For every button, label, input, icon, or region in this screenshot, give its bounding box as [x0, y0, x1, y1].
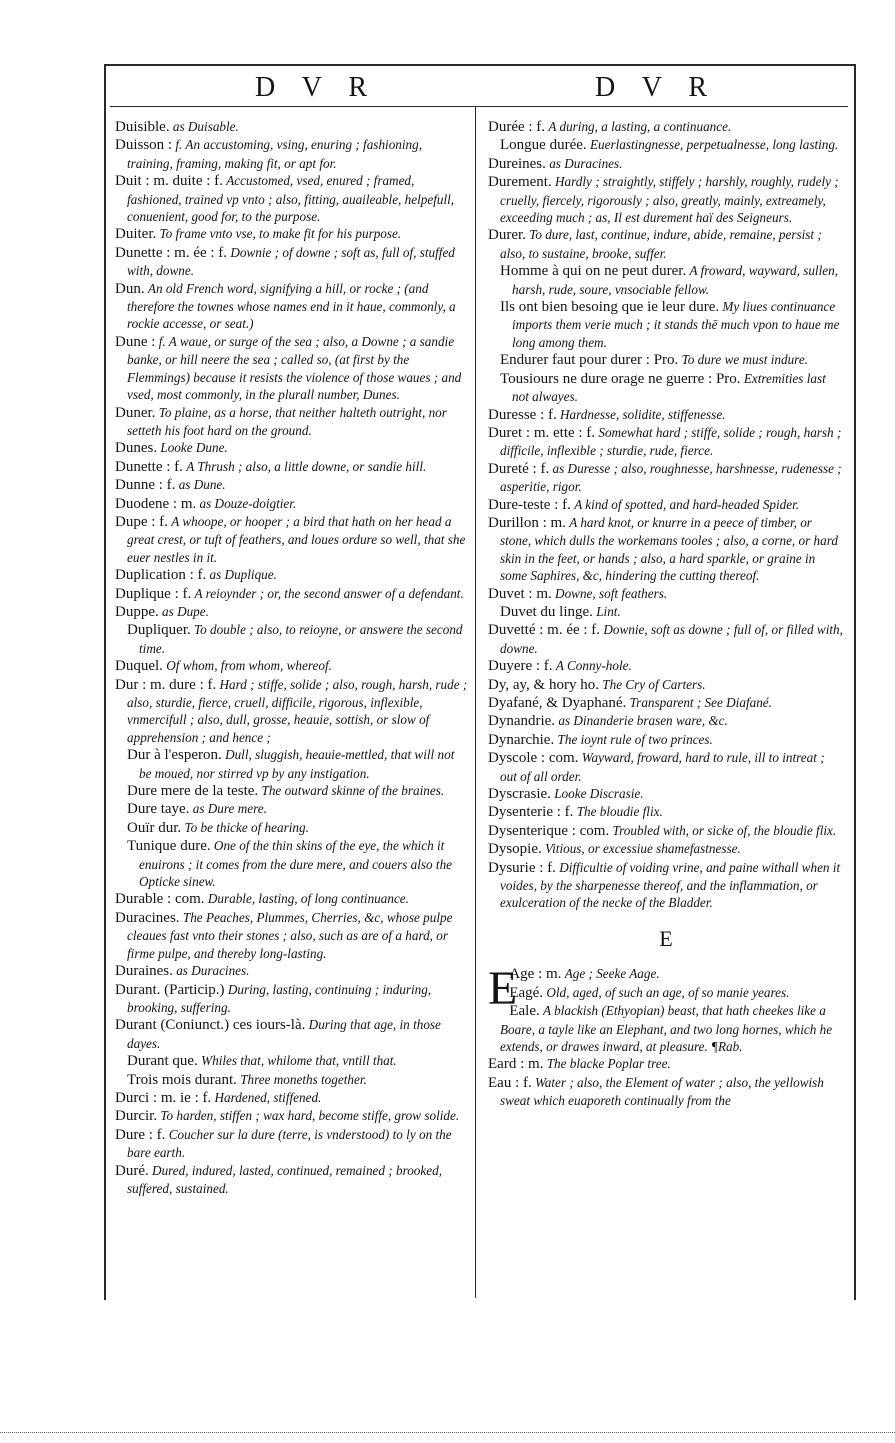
- headword: Duisson :: [115, 137, 173, 154]
- definition: Hardened, stiffened.: [214, 1089, 322, 1105]
- headword: Dureté : f.: [488, 460, 550, 477]
- definition: Of whom, from whom, whereof.: [166, 658, 332, 674]
- definition: Downie ; of downe ; soft as, full of, stuffed with, downe.: [127, 244, 455, 279]
- definition: Troubled with, or sicke of, the bloudie flix.: [612, 822, 837, 838]
- headword: Eau : f.: [488, 1074, 532, 1091]
- headword: Duquel.: [115, 658, 163, 675]
- definition: Water ; also, the Element of water ; also, the yellowish sweat which euaporeth continually from the: [500, 1074, 824, 1109]
- dictionary-entry: [115, 280, 468, 333]
- headword: Duresse : f.: [488, 406, 557, 423]
- definition: Three moneths together.: [240, 1071, 367, 1087]
- definition: During, lasting, continuing ; induring, brooking, suffering.: [127, 981, 432, 1015]
- headword: Dur à l'esperon.: [127, 747, 222, 764]
- headword: Dyscole : com.: [488, 750, 579, 767]
- headword: Dure taye.: [127, 801, 190, 818]
- right-column-entries: [488, 118, 844, 912]
- definition: Transparent ; See Diafané.: [629, 695, 772, 710]
- definition: A froward, wayward, sullen, harsh, rude, soure, vnsociable fellow.: [512, 263, 839, 297]
- dictionary-entry: [115, 1162, 468, 1198]
- column-divider: [475, 106, 476, 1298]
- section-letter: E: [659, 925, 673, 951]
- headword: Duner.: [115, 404, 156, 421]
- dictionary-entry: [488, 822, 844, 840]
- headword: Age : m.: [509, 966, 562, 983]
- headword: Duvet : m.: [488, 585, 552, 602]
- dictionary-entry: [115, 746, 468, 782]
- headword: Eard : m.: [488, 1056, 544, 1073]
- headword: Dureines.: [488, 155, 546, 172]
- headword: Duiter.: [115, 226, 157, 243]
- definition: Downe, soft feathers.: [555, 585, 668, 601]
- headword: Duvet du linge.: [500, 603, 593, 620]
- definition: as Dure mere.: [192, 801, 267, 817]
- dictionary-entry: [115, 981, 468, 1017]
- dictionary-entry: [488, 984, 844, 1002]
- definition: A Thrush ; also, a little downe, or sandie hill.: [186, 458, 427, 474]
- dictionary-entry: [115, 657, 468, 675]
- dictionary-entry: [115, 566, 468, 584]
- definition: A whoope, or hooper ; a bird that hath on her head a great crest, or tuft of feathers, and loues ordure so well, that she euer nestles in it.: [127, 513, 466, 565]
- dictionary-entry: [488, 460, 844, 496]
- dictionary-entry: [488, 226, 844, 262]
- headword: Longue durée.: [500, 137, 587, 154]
- dictionary-entry: [115, 1126, 468, 1162]
- definition: The Cry of Carters.: [602, 676, 706, 692]
- headword: Durcir.: [115, 1108, 158, 1125]
- headword: Eagé.: [509, 984, 544, 1001]
- definition: The blacke Poplar tree.: [546, 1056, 671, 1072]
- headword: Duplique : f.: [115, 585, 192, 602]
- dictionary-entry: [115, 1016, 468, 1052]
- definition: f. An accustoming, vsing, enuring ; fashioning, training, framing, making fit, or apt for.: [127, 137, 423, 171]
- dictionary-entry: [115, 782, 468, 800]
- dictionary-entry: [115, 1052, 468, 1070]
- definition: To dure, last, continue, indure, abide, remaine, persist ; also, to sustaine, brooke, suffer.: [500, 227, 822, 261]
- dictionary-entry: [488, 840, 844, 858]
- definition: Hard ; stiffe, solide ; also, rough, harsh, rude ; also, sturdie, fierce, cruell, difficile, rigorous, inflexible, vnmercifull ; also, dull, grosse, heauie, sottish, or slow of apprehension ; and hence ;: [127, 676, 468, 745]
- dictionary-entry: [115, 495, 468, 513]
- dictionary-entry: [115, 118, 468, 136]
- dictionary-entry: [488, 118, 844, 136]
- dictionary-entry: [488, 1055, 844, 1073]
- headword: Duyere : f.: [488, 658, 553, 675]
- dictionary-entry: [115, 800, 468, 818]
- headword: Dure-teste : f.: [488, 496, 571, 513]
- headword: Dupe : f.: [115, 513, 168, 530]
- dictionary-entry: [115, 225, 468, 243]
- definition: Dull, sluggish, heauie-mettled, that will not be moued, nor stirred vp by any instigation.: [139, 747, 455, 781]
- definition: as Duresse ; also, roughnesse, harshnesse, rudenesse ; asperitie, rigor.: [500, 460, 842, 495]
- dictionary-entry: [488, 370, 844, 406]
- headword: Duodene : m.: [115, 495, 197, 512]
- dictionary-entry: [115, 172, 468, 225]
- dictionary-entry: [488, 785, 844, 803]
- headword: Dur : m. dure : f.: [115, 676, 217, 693]
- headword: Dy, ay, & hory ho.: [488, 676, 599, 693]
- dictionary-entry: [488, 731, 844, 749]
- headword: Dure : f.: [115, 1126, 166, 1143]
- running-head-left: D V R: [255, 72, 378, 103]
- dictionary-entry: [115, 1071, 468, 1089]
- headword: Dysopie.: [488, 841, 542, 858]
- definition: Vitious, or excessiue shamefastnesse.: [545, 841, 741, 857]
- dictionary-entry: [488, 621, 844, 657]
- headword: Dunne : f.: [115, 477, 176, 494]
- headword: Dynandrie.: [488, 713, 556, 730]
- definition: A reioynder ; or, the second answer of a defendant.: [194, 585, 464, 601]
- definition: Somewhat hard ; stiffe, solide ; rough, harsh ; difficile, inflexible ; sturdie, rude, fierce.: [500, 424, 842, 459]
- headword: Tunique dure.: [127, 838, 211, 855]
- definition: To plaine, as a horse, that neither halteth outright, nor setteth his foot hard on the ground.: [127, 404, 447, 438]
- headword: Duit : m. duite : f.: [115, 173, 223, 190]
- dictionary-entry: [115, 476, 468, 494]
- dictionary-entry: [115, 621, 468, 657]
- definition: A during, a lasting, a continuance.: [548, 119, 732, 134]
- headword: Homme à qui on ne peut durer.: [500, 263, 687, 280]
- dictionary-entry: [488, 712, 844, 730]
- definition: Downie, soft as downe ; full of, or filled with, downe.: [500, 622, 843, 656]
- headword: Tousiours ne dure orage ne guerre : Pro.: [500, 370, 741, 387]
- dictionary-entry: [488, 657, 844, 675]
- headword: Duracines.: [115, 909, 180, 926]
- dictionary-entry: [488, 424, 844, 460]
- dictionary-entry: [488, 1002, 844, 1055]
- definition: as Dinanderie brasen ware, &c.: [558, 713, 728, 729]
- headword: Durable : com.: [115, 891, 205, 908]
- left-column: [115, 118, 468, 1197]
- definition: One of the thin skins of the eye, the which it enuirons ; it comes from the dure mere, and couers also the Opticke sinew.: [139, 838, 453, 890]
- headword: Dyafané, & Dyaphané.: [488, 695, 627, 711]
- e-section: [488, 962, 844, 1109]
- dictionary-entry: [488, 262, 844, 298]
- definition: My liues continuance imports them verie much ; it stands thē much vpon to haue me long among them.: [512, 299, 840, 350]
- dictionary-entry: [115, 585, 468, 603]
- definition: as Dune.: [178, 477, 226, 493]
- dictionary-entry: [488, 694, 844, 712]
- drop-cap-letter: E: [488, 962, 518, 1016]
- headword: Ouïr dur.: [127, 819, 182, 836]
- dictionary-entry: [488, 585, 844, 603]
- dictionary-entry: [488, 155, 844, 173]
- dictionary-entry: [115, 458, 468, 476]
- headword: Durant. (Particip.): [115, 981, 225, 998]
- dictionary-entry: [115, 404, 468, 440]
- definition: as Dupe.: [162, 603, 209, 619]
- definition: Hardnesse, solidite, stiffenesse.: [560, 406, 726, 422]
- page-bottom-edge: [0, 1432, 895, 1433]
- dictionary-entry: [488, 496, 844, 514]
- dictionary-entry: [115, 603, 468, 621]
- definition: Lint.: [596, 603, 621, 619]
- definition: f. A waue, or surge of the sea ; also, a Downe ; a sandie banke, or hill neere the sea ; called so, (at first by the Flemmings) because it resists the violence of those waues ; and vsed, most commonly, in the plurall number, Dunes.: [127, 333, 462, 403]
- definition: Euerlastingnesse, perpetualnesse, long lasting.: [589, 137, 839, 153]
- dictionary-entry: [115, 136, 468, 172]
- definition: as Douze-doigtier.: [199, 495, 297, 511]
- headword: Durement.: [488, 174, 552, 191]
- definition: An old French word, signifying a hill, or rocke ; (and therefore the townes whose names end in it haue, commonly, a rockie accesse, or seat.): [127, 280, 456, 332]
- definition: Dured, indured, lasted, continued, remained ; brooked, suffered, sustained.: [127, 1162, 442, 1196]
- running-head-right: D V R: [595, 72, 718, 103]
- dictionary-entry: [115, 439, 468, 457]
- definition: The ioynt rule of two princes.: [557, 731, 713, 747]
- dictionary-entry: [488, 803, 844, 821]
- headword: Dunes.: [115, 440, 158, 457]
- headword: Dunette : f.: [115, 458, 183, 475]
- headword: Durci : m. ie : f.: [115, 1089, 212, 1106]
- headword: Duplication : f.: [115, 567, 207, 584]
- headword: Duppe.: [115, 603, 159, 620]
- definition: The bloudie flix.: [576, 804, 663, 820]
- definition: To frame vnto vse, to make fit for his purpose.: [159, 226, 402, 242]
- definition: Hardly ; straightly, stiffely ; harshly, roughly, rudely ; cruelly, fiercely, rigorously ; also, greatly, mainly, extreamely, exceeding much ; as, Il est durement haï des Seigneurs.: [500, 174, 839, 226]
- definition: Looke Dune.: [160, 440, 228, 456]
- dictionary-entry: [115, 837, 468, 890]
- definition: Extremities last not alwayes.: [512, 370, 826, 405]
- definition: as Duplique.: [209, 567, 277, 583]
- dictionary-entry: [115, 333, 468, 404]
- dictionary-entry: [488, 173, 844, 226]
- definition: Whiles that, whilome that, vntill that.: [201, 1053, 397, 1069]
- dictionary-entry: [488, 603, 844, 621]
- headword: Dunette : m. ée : f.: [115, 244, 228, 261]
- headword: Dupliquer.: [127, 622, 191, 639]
- headword: Duraines.: [115, 963, 173, 980]
- dictionary-entry: [115, 890, 468, 908]
- dictionary-entry: [488, 136, 844, 154]
- definition: Age ; Seeke Aage.: [564, 966, 660, 982]
- dictionary-entry: [115, 1107, 468, 1125]
- dictionary-entry: [488, 676, 844, 694]
- dictionary-entry: [115, 513, 468, 566]
- headword: Duré.: [115, 1162, 149, 1179]
- definition: The Peaches, Plummes, Cherries, &c, whose pulpe cleaues fast vnto their stones ; also, such as are of a hard, or firme pulpe, and thereby long-lasting.: [127, 909, 453, 961]
- dictionary-entry: [488, 1074, 844, 1110]
- dictionary-entry: [488, 298, 844, 351]
- dictionary-entry: [488, 406, 844, 424]
- headword: Duvetté : m. ée : f.: [488, 622, 601, 639]
- headword: Durer.: [488, 227, 526, 244]
- dictionary-entry: [488, 351, 844, 369]
- headword: Durant que.: [127, 1053, 198, 1070]
- dictionary-entry: [115, 676, 468, 747]
- headword: Duret : m. ette : f.: [488, 424, 596, 441]
- definition: as Duisable.: [172, 119, 239, 134]
- dictionary-entry: [488, 514, 844, 585]
- definition: Wayward, froward, hard to rule, ill to intreat ; out of all order.: [500, 750, 825, 784]
- definition: Durable, lasting, of long continuance.: [207, 891, 409, 907]
- dictionary-entry: [115, 819, 468, 837]
- dictionary-entry: [488, 749, 844, 785]
- definition: To dure we must indure.: [681, 352, 808, 368]
- headword: Eale.: [509, 1003, 540, 1020]
- definition: A Conny-hole.: [555, 658, 632, 674]
- header-rule: [110, 106, 848, 107]
- definition: Old, aged, of such an age, of so manie yeares.: [546, 984, 790, 1000]
- definition: To be thicke of hearing.: [184, 819, 309, 835]
- headword: Dune :: [115, 333, 156, 350]
- definition: The outward skinne of the braines.: [261, 783, 445, 799]
- headword: Endurer faut pour durer : Pro.: [500, 352, 679, 369]
- dictionary-entry: [488, 859, 844, 912]
- definition: Coucher sur la dure (terre, is vnderstood) to ly on the bare earth.: [127, 1126, 452, 1161]
- definition: To harden, stiffen ; wax hard, become stiffe, grow solide.: [160, 1108, 460, 1124]
- dictionary-entry: [115, 1089, 468, 1107]
- headword: Dure mere de la teste.: [127, 783, 259, 800]
- headword: Durée : f.: [488, 119, 546, 135]
- definition: as Duracines.: [549, 155, 623, 171]
- headword: Dynarchie.: [488, 731, 555, 748]
- dictionary-entry: [115, 909, 468, 962]
- headword: Duisible.: [115, 119, 170, 135]
- dictionary-entry: [115, 244, 468, 280]
- definition: A blackish (Ethyopian) beast, that hath cheekes like a Boare, a tayle like an Elephant, and two long hornes, which he extends, or drawes inward, at pleasure. ¶Rab.: [500, 1003, 833, 1054]
- definition: A kind of spotted, and hard-headed Spider.: [574, 496, 800, 512]
- right-column: [488, 118, 844, 1110]
- headword: Dyscrasie.: [488, 786, 551, 803]
- headword: Dysenterie : f.: [488, 804, 574, 821]
- definition: Looke Discrasie.: [554, 786, 644, 802]
- definition: To double ; also, to reioyne, or answere the second time.: [139, 622, 463, 656]
- definition: Difficultie of voiding vrine, and paine withall when it voides, by the sharpenesse thereof, and the inflammation, or exulceration of the necke of the Bladder.: [500, 859, 841, 911]
- headword: Durillon : m.: [488, 514, 566, 531]
- headword: Durant (Coniunct.) ces iours-là.: [115, 1017, 306, 1034]
- headword: Dysenterique : com.: [488, 822, 610, 839]
- definition: as Duracines.: [176, 963, 250, 979]
- dictionary-entry: [115, 962, 468, 980]
- headword: Trois mois durant.: [127, 1071, 237, 1088]
- definition: Accustomed, vsed, enured ; framed, fashioned, trained vp vnto ; also, fitting, auaileable, helpefull, conuenient, good for, to the purpose.: [127, 173, 455, 225]
- headword: Ils ont bien besoing que ie leur dure.: [500, 299, 720, 316]
- definition: During that age, in those dayes.: [127, 1017, 441, 1051]
- headword: Dun.: [115, 280, 145, 297]
- definition: A hard knot, or knurre in a peece of timber, or stone, which dulls the workemans tooles ; also, a corne, or hard skin in the feet, or hands ; also, a hard sparkle, or graine in some Saphires, &c, hindering the cutting thereof.: [500, 514, 838, 584]
- headword: Dysurie : f.: [488, 859, 556, 876]
